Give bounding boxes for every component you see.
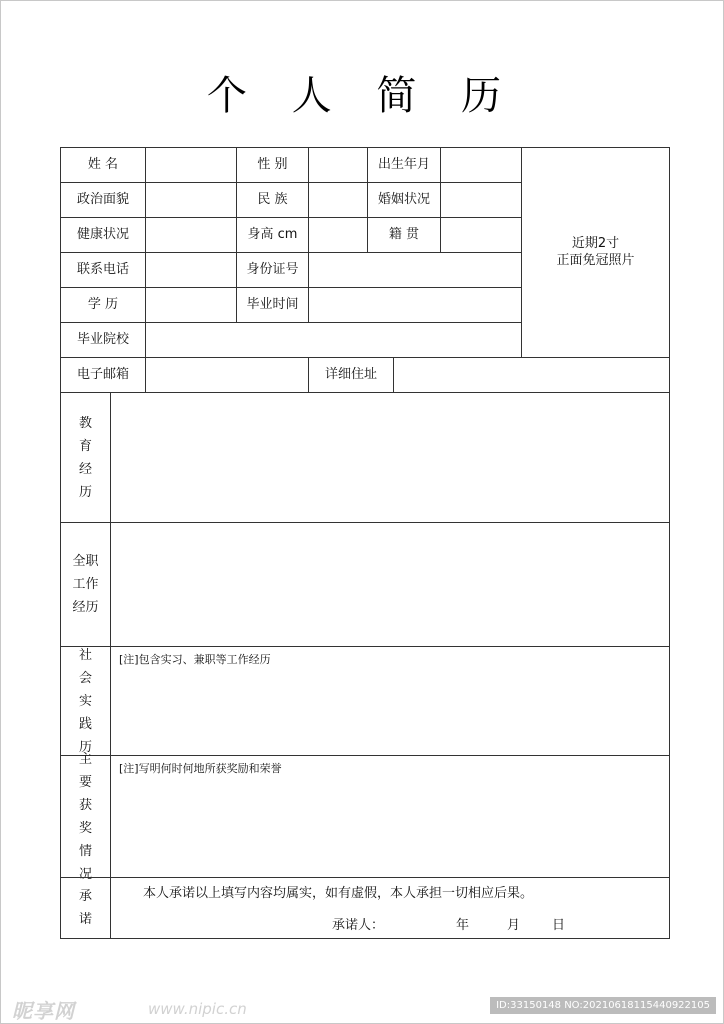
resume-form-table	[61, 148, 670, 940]
phone-label: 联系电话	[60, 252, 146, 288]
education-label: 学 历	[60, 287, 146, 323]
health-input-cell[interactable]	[145, 217, 237, 253]
birth-label: 出生年月	[367, 147, 441, 183]
photo-cell[interactable]	[521, 147, 670, 358]
watermark-url: www.nipic.cn	[148, 1000, 247, 1018]
education-history-label: 教 育 经 历	[60, 392, 111, 523]
awards-note: [注]写明何时何地所获奖励和荣誉	[119, 762, 282, 775]
photo-hint-line2: 正面免冠照片	[556, 252, 635, 268]
address-input-cell[interactable]	[393, 357, 670, 393]
native-place-label: 籍 贯	[367, 217, 441, 253]
photo-hint-line1: 近期2寸	[571, 236, 620, 252]
watermark-bar	[0, 993, 724, 1024]
social-practice-label: 社 会 实 践 历	[60, 646, 111, 756]
gender-label: 性 别	[236, 147, 309, 183]
social-practice-content[interactable]	[110, 646, 670, 756]
height-input-cell[interactable]	[308, 217, 368, 253]
name-input-cell[interactable]	[145, 147, 237, 183]
promise-label: 承 诺	[60, 877, 111, 939]
month-label: 月	[507, 918, 521, 933]
education-history-content[interactable]	[110, 392, 670, 523]
page-title: 个 人 简 历	[206, 73, 518, 119]
politics-input-cell[interactable]	[145, 182, 237, 218]
email-label: 电子邮箱	[60, 357, 146, 393]
address-label: 详细住址	[308, 357, 394, 393]
awards-label: 主 要 获 奖 情 况	[60, 755, 111, 878]
watermark-logo: 昵享网	[12, 999, 75, 1023]
native-place-input-cell[interactable]	[440, 217, 522, 253]
health-label: 健康状况	[60, 217, 146, 253]
id-number-input-cell[interactable]	[308, 252, 522, 288]
fulltime-work-content[interactable]	[110, 522, 670, 647]
grad-time-input-cell[interactable]	[308, 287, 522, 323]
watermark-id: ID:33150148 NO:20210618115440922105	[490, 997, 716, 1014]
school-input-cell[interactable]	[145, 322, 522, 358]
marital-input-cell[interactable]	[440, 182, 522, 218]
birth-input-cell[interactable]	[440, 147, 522, 183]
grad-time-label: 毕业时间	[236, 287, 309, 323]
signer-label: 承诺人：	[332, 918, 385, 933]
politics-label: 政治面貌	[60, 182, 146, 218]
email-input-cell[interactable]	[145, 357, 309, 393]
day-label: 日	[552, 918, 566, 933]
awards-content[interactable]	[110, 755, 670, 878]
promise-content[interactable]	[110, 877, 670, 939]
fulltime-work-label: 全职 工作 经历	[60, 522, 111, 647]
school-label: 毕业院校	[60, 322, 146, 358]
year-label: 年	[456, 918, 470, 933]
ethnicity-input-cell[interactable]	[308, 182, 368, 218]
marital-label: 婚姻状况	[367, 182, 441, 218]
social-practice-note: [注]包含实习、兼职等工作经历	[119, 653, 271, 666]
promise-statement: 本人承诺以上填写内容均属实，如有虚假，本人承担一切相应后果。	[143, 886, 534, 901]
ethnicity-label: 民 族	[236, 182, 309, 218]
height-label: 身高 cm	[236, 217, 309, 253]
phone-input-cell[interactable]	[145, 252, 237, 288]
gender-input-cell[interactable]	[308, 147, 368, 183]
name-label: 姓 名	[60, 147, 146, 183]
education-input-cell[interactable]	[145, 287, 237, 323]
id-number-label: 身份证号	[236, 252, 309, 288]
